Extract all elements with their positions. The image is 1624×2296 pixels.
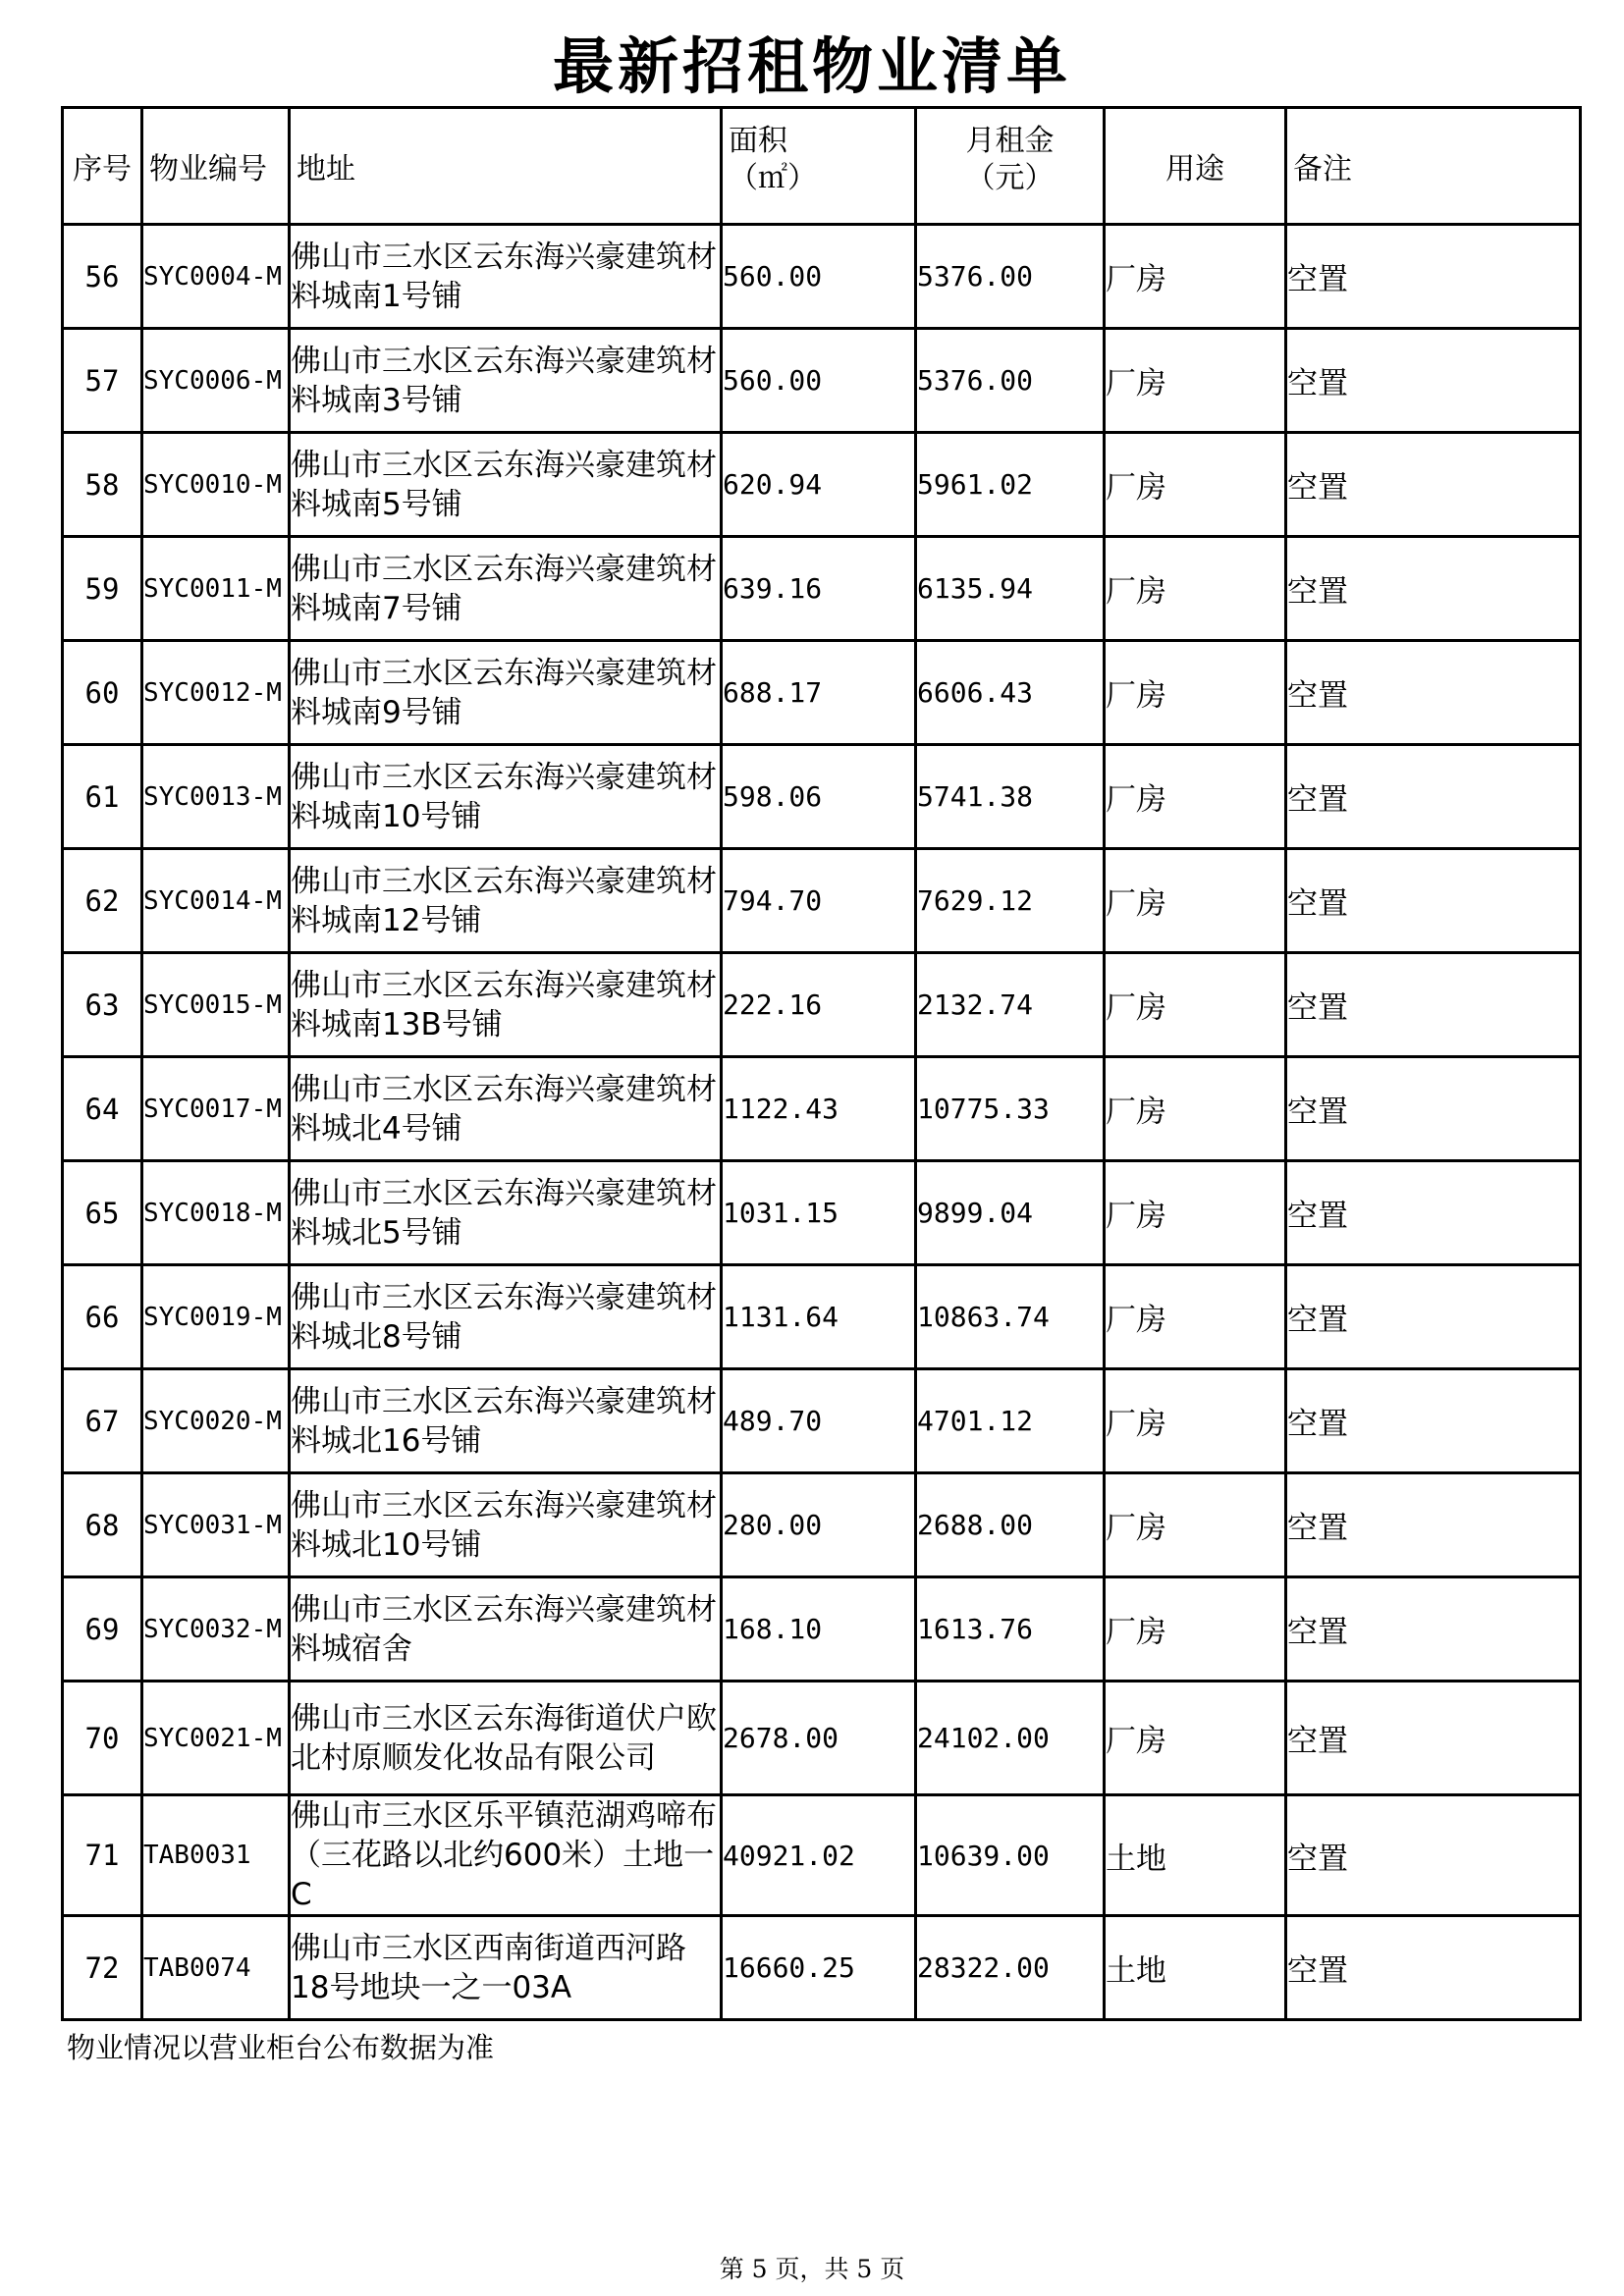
cell-note: 空置 — [1286, 1265, 1581, 1369]
cell-seq: 70 — [63, 1682, 142, 1795]
table-row — [63, 1265, 1581, 1369]
cell-note: 空置 — [1286, 745, 1581, 849]
cell-rent: 24102.00 — [916, 1682, 1105, 1795]
cell-address: 佛山市三水区云东海兴豪建筑材料城南3号铺 — [290, 329, 722, 433]
cell-rent: 5741.38 — [916, 745, 1105, 849]
cell-area: 560.00 — [722, 225, 916, 329]
cell-use: 厂房 — [1105, 1057, 1286, 1161]
page-title: 最新招租物业清单 — [552, 30, 1071, 102]
cell-note: 空置 — [1286, 1057, 1581, 1161]
cell-note: 空置 — [1286, 641, 1581, 745]
cell-area: 168.10 — [722, 1577, 916, 1682]
table-row — [63, 329, 1581, 433]
cell-code: SYC0031-M — [142, 1473, 290, 1577]
table-row — [63, 1795, 1581, 1916]
cell-seq: 71 — [63, 1795, 142, 1916]
cell-area: 40921.02 — [722, 1795, 916, 1916]
cell-seq: 61 — [63, 745, 142, 849]
cell-note: 空置 — [1286, 1795, 1581, 1916]
table-row — [63, 1369, 1581, 1473]
table-row — [63, 849, 1581, 953]
cell-address: 佛山市三水区云东海兴豪建筑材料城南1号铺 — [290, 225, 722, 329]
cell-code: SYC0019-M — [142, 1265, 290, 1369]
cell-note: 空置 — [1286, 1369, 1581, 1473]
cell-use: 厂房 — [1105, 849, 1286, 953]
header-code: 物业编号 — [142, 108, 290, 225]
cell-rent: 6135.94 — [916, 537, 1105, 641]
header-address: 地址 — [290, 108, 722, 225]
cell-code: SYC0012-M — [142, 641, 290, 745]
cell-use: 厂房 — [1105, 953, 1286, 1057]
cell-rent: 5961.02 — [916, 433, 1105, 537]
cell-note: 空置 — [1286, 537, 1581, 641]
table-row — [63, 745, 1581, 849]
cell-use: 土地 — [1105, 1795, 1286, 1916]
cell-seq: 67 — [63, 1369, 142, 1473]
cell-area: 560.00 — [722, 329, 916, 433]
cell-use: 厂房 — [1105, 1473, 1286, 1577]
cell-rent: 10863.74 — [916, 1265, 1105, 1369]
cell-address: 佛山市三水区云东海兴豪建筑材料城南7号铺 — [290, 537, 722, 641]
cell-area: 489.70 — [722, 1369, 916, 1473]
cell-code: SYC0032-M — [142, 1577, 290, 1682]
table-row — [63, 1161, 1581, 1265]
cell-area: 1122.43 — [722, 1057, 916, 1161]
cell-area: 1131.64 — [722, 1265, 916, 1369]
cell-address: 佛山市三水区云东海兴豪建筑材料城南13B号铺 — [290, 953, 722, 1057]
cell-address: 佛山市三水区云东海兴豪建筑材料城北8号铺 — [290, 1265, 722, 1369]
cell-use: 厂房 — [1105, 1682, 1286, 1795]
cell-rent: 2132.74 — [916, 953, 1105, 1057]
cell-note: 空置 — [1286, 329, 1581, 433]
cell-use: 厂房 — [1105, 1577, 1286, 1682]
cell-address: 佛山市三水区云东海兴豪建筑材料城南12号铺 — [290, 849, 722, 953]
cell-seq: 63 — [63, 953, 142, 1057]
cell-rent: 28322.00 — [916, 1916, 1105, 2020]
cell-use: 厂房 — [1105, 225, 1286, 329]
cell-area: 688.17 — [722, 641, 916, 745]
cell-address: 佛山市三水区西南街道西河路18号地块一之一03A — [290, 1916, 722, 2020]
cell-address: 佛山市三水区云东海兴豪建筑材料城南9号铺 — [290, 641, 722, 745]
cell-seq: 57 — [63, 329, 142, 433]
table-row — [63, 1473, 1581, 1577]
cell-seq: 62 — [63, 849, 142, 953]
cell-area: 639.16 — [722, 537, 916, 641]
cell-note: 空置 — [1286, 849, 1581, 953]
cell-code: SYC0013-M — [142, 745, 290, 849]
cell-seq: 59 — [63, 537, 142, 641]
cell-code: SYC0014-M — [142, 849, 290, 953]
cell-rent: 5376.00 — [916, 225, 1105, 329]
cell-rent: 2688.00 — [916, 1473, 1105, 1577]
cell-seq: 66 — [63, 1265, 142, 1369]
page-number: 第 5 页，共 5 页 — [719, 2255, 905, 2283]
cell-code: SYC0011-M — [142, 537, 290, 641]
cell-note: 空置 — [1286, 1682, 1581, 1795]
cell-code: SYC0021-M — [142, 1682, 290, 1795]
table-row — [63, 433, 1581, 537]
cell-use: 厂房 — [1105, 1161, 1286, 1265]
cell-area: 1031.15 — [722, 1161, 916, 1265]
cell-code: TAB0074 — [142, 1916, 290, 2020]
property-table — [61, 106, 1582, 2021]
cell-note: 空置 — [1286, 1161, 1581, 1265]
cell-address: 佛山市三水区云东海兴豪建筑材料城南10号铺 — [290, 745, 722, 849]
table-header-row — [63, 108, 1581, 225]
cell-seq: 69 — [63, 1577, 142, 1682]
table-row — [63, 953, 1581, 1057]
header-area-unit: （㎡） — [729, 161, 817, 195]
header-area — [722, 108, 916, 225]
table-row — [63, 1577, 1581, 1682]
cell-use: 厂房 — [1105, 1265, 1286, 1369]
header-note: 备注 — [1286, 108, 1581, 225]
cell-address: 佛山市三水区云东海兴豪建筑材料城北10号铺 — [290, 1473, 722, 1577]
cell-code: SYC0006-M — [142, 329, 290, 433]
cell-seq: 64 — [63, 1057, 142, 1161]
cell-use: 厂房 — [1105, 745, 1286, 849]
cell-seq: 65 — [63, 1161, 142, 1265]
cell-note: 空置 — [1286, 953, 1581, 1057]
cell-seq: 56 — [63, 225, 142, 329]
cell-address: 佛山市三水区云东海兴豪建筑材料城北16号铺 — [290, 1369, 722, 1473]
cell-rent: 5376.00 — [916, 329, 1105, 433]
cell-seq: 60 — [63, 641, 142, 745]
cell-area: 280.00 — [722, 1473, 916, 1577]
cell-address: 佛山市三水区云东海兴豪建筑材料城北4号铺 — [290, 1057, 722, 1161]
table-row — [63, 1057, 1581, 1161]
cell-code: SYC0015-M — [142, 953, 290, 1057]
header-rent — [916, 108, 1105, 225]
header-rent-unit: （元） — [965, 161, 1055, 195]
header-seq: 序号 — [63, 108, 142, 225]
cell-note: 空置 — [1286, 1916, 1581, 2020]
cell-area: 16660.25 — [722, 1916, 916, 2020]
cell-address: 佛山市三水区云东海街道伏户欧北村原顺发化妆品有限公司 — [290, 1682, 722, 1795]
cell-note: 空置 — [1286, 1473, 1581, 1577]
cell-rent: 9899.04 — [916, 1161, 1105, 1265]
header-rent-label: 月租金 — [965, 124, 1055, 158]
cell-code: SYC0018-M — [142, 1161, 290, 1265]
table-row — [63, 641, 1581, 745]
cell-rent: 10775.33 — [916, 1057, 1105, 1161]
cell-seq: 68 — [63, 1473, 142, 1577]
header-area-label: 面积 — [729, 124, 787, 158]
cell-rent: 6606.43 — [916, 641, 1105, 745]
cell-address: 佛山市三水区云东海兴豪建筑材料城宿舍 — [290, 1577, 722, 1682]
cell-note: 空置 — [1286, 225, 1581, 329]
cell-code: SYC0017-M — [142, 1057, 290, 1161]
cell-code: SYC0004-M — [142, 225, 290, 329]
cell-code: SYC0020-M — [142, 1369, 290, 1473]
cell-address: 佛山市三水区乐平镇范湖鸡啼布 （三花路以北约600米）土地一C — [290, 1795, 722, 1916]
cell-area: 222.16 — [722, 953, 916, 1057]
header-use: 用途 — [1105, 108, 1286, 225]
cell-area: 794.70 — [722, 849, 916, 953]
cell-use: 厂房 — [1105, 329, 1286, 433]
cell-use: 厂房 — [1105, 433, 1286, 537]
table-row — [63, 1682, 1581, 1795]
cell-code: SYC0010-M — [142, 433, 290, 537]
cell-seq: 58 — [63, 433, 142, 537]
cell-use: 土地 — [1105, 1916, 1286, 2020]
footnote: 物业情况以营业柜台公布数据为准 — [67, 2031, 495, 2064]
cell-note: 空置 — [1286, 433, 1581, 537]
cell-area: 598.06 — [722, 745, 916, 849]
table-row — [63, 537, 1581, 641]
cell-rent: 4701.12 — [916, 1369, 1105, 1473]
cell-rent: 7629.12 — [916, 849, 1105, 953]
cell-area: 2678.00 — [722, 1682, 916, 1795]
table-row — [63, 225, 1581, 329]
cell-use: 厂房 — [1105, 1369, 1286, 1473]
cell-seq: 72 — [63, 1916, 142, 2020]
cell-rent: 10639.00 — [916, 1795, 1105, 1916]
cell-note: 空置 — [1286, 1577, 1581, 1682]
cell-rent: 1613.76 — [916, 1577, 1105, 1682]
cell-use: 厂房 — [1105, 641, 1286, 745]
cell-address: 佛山市三水区云东海兴豪建筑材料城南5号铺 — [290, 433, 722, 537]
cell-code: TAB0031 — [142, 1795, 290, 1916]
cell-address: 佛山市三水区云东海兴豪建筑材料城北5号铺 — [290, 1161, 722, 1265]
table-row — [63, 1916, 1581, 2020]
cell-use: 厂房 — [1105, 537, 1286, 641]
cell-area: 620.94 — [722, 433, 916, 537]
